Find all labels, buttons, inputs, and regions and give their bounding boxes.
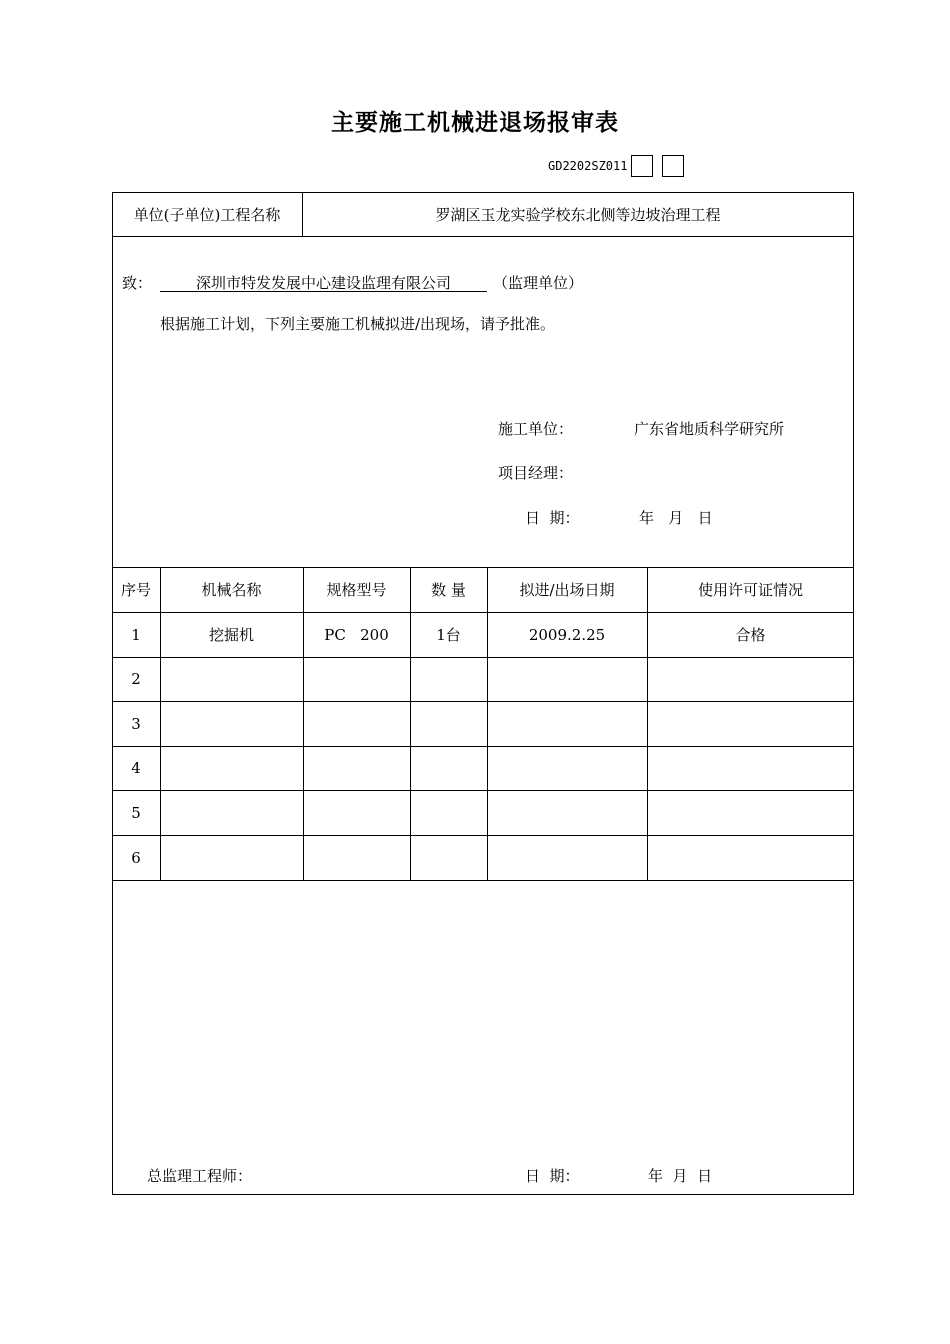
row-2-license[interactable] bbox=[647, 657, 854, 701]
row-5-model[interactable] bbox=[303, 790, 410, 835]
header-license: 使用许可证情况 bbox=[697, 581, 803, 599]
header-seq: 序号 bbox=[120, 581, 151, 599]
contractor-label: 施工单位： bbox=[498, 420, 574, 438]
row-5-seq: 5 bbox=[131, 803, 141, 822]
row-6-seq: 6 bbox=[131, 848, 141, 867]
row-3-date[interactable] bbox=[487, 701, 647, 746]
row-3-quantity[interactable] bbox=[410, 701, 487, 746]
row-1-date[interactable]: 2009.2.25 bbox=[528, 625, 606, 644]
row-5-license[interactable] bbox=[647, 790, 854, 835]
row-1-seq: 1 bbox=[131, 625, 141, 644]
addressee-value[interactable]: 深圳市特发发展中心建设监理有限公司 bbox=[195, 274, 451, 292]
row-6-quantity[interactable] bbox=[410, 835, 487, 880]
code-box-1[interactable] bbox=[631, 155, 653, 177]
row-6-license[interactable] bbox=[647, 835, 854, 880]
row-2-model[interactable] bbox=[303, 657, 410, 701]
divider-row-6 bbox=[112, 880, 854, 881]
request-body: 根据施工计划，下列主要施工机械拟进/出现场，请予批准。 bbox=[160, 315, 556, 333]
project-manager-label: 项目经理： bbox=[498, 464, 574, 482]
header-date: 拟进/出场日期 bbox=[519, 581, 615, 599]
header-model: 规格型号 bbox=[326, 581, 387, 599]
header-machine-name: 机械名称 bbox=[201, 581, 262, 599]
row-1-license[interactable]: 合格 bbox=[735, 626, 766, 644]
row-3-license[interactable] bbox=[647, 701, 854, 746]
row-6-date[interactable] bbox=[487, 835, 647, 880]
chief-engineer-label: 总监理工程师： bbox=[147, 1167, 253, 1185]
approval-date-value[interactable]: 年 月 日 bbox=[648, 1167, 713, 1185]
row-6-machine-name[interactable] bbox=[160, 835, 303, 880]
row-5-machine-name[interactable] bbox=[160, 790, 303, 835]
contractor-value[interactable]: 广东省地质科学研究所 bbox=[634, 420, 785, 438]
row-1-model[interactable]: PC 200 bbox=[324, 625, 389, 644]
row-4-quantity[interactable] bbox=[410, 746, 487, 790]
row-4-seq: 4 bbox=[131, 759, 141, 777]
request-date-value[interactable]: 年 月 日 bbox=[639, 509, 713, 527]
header-quantity: 数 量 bbox=[431, 581, 466, 599]
row-3-seq: 3 bbox=[131, 714, 141, 733]
addressee-label: 致： bbox=[122, 274, 153, 292]
row-2-machine-name[interactable] bbox=[160, 657, 303, 701]
row-4-license[interactable] bbox=[647, 746, 854, 790]
divider-project bbox=[112, 236, 854, 237]
row-3-machine-name[interactable] bbox=[160, 701, 303, 746]
project-label: 单位(子单位)工程名称 bbox=[133, 205, 281, 224]
row-2-quantity[interactable] bbox=[410, 657, 487, 701]
row-6-model[interactable] bbox=[303, 835, 410, 880]
addressee-suffix: （监理单位） bbox=[493, 274, 584, 292]
request-date-label: 日 期： bbox=[525, 509, 580, 527]
project-name[interactable]: 罗湖区玉龙实验学校东北侧等边坡治理工程 bbox=[435, 205, 721, 224]
row-5-quantity[interactable] bbox=[410, 790, 487, 835]
row-2-seq: 2 bbox=[131, 670, 141, 688]
row-3-model[interactable] bbox=[303, 701, 410, 746]
row-5-date[interactable] bbox=[487, 790, 647, 835]
addressee-underline bbox=[160, 291, 487, 292]
form-title: 主要施工机械进退场报审表 bbox=[331, 109, 619, 136]
row-1-machine-name[interactable]: 挖掘机 bbox=[208, 626, 254, 644]
row-2-date[interactable] bbox=[487, 657, 647, 701]
row-1-quantity[interactable]: 1台 bbox=[436, 626, 461, 644]
form-code-area bbox=[548, 154, 684, 178]
row-4-date[interactable] bbox=[487, 746, 647, 790]
row-4-model[interactable] bbox=[303, 746, 410, 790]
approval-date-label: 日 期： bbox=[525, 1167, 580, 1185]
row-4-machine-name[interactable] bbox=[160, 746, 303, 790]
code-box-2[interactable] bbox=[662, 155, 684, 177]
form-code: GD2202SZ011 bbox=[548, 159, 628, 173]
